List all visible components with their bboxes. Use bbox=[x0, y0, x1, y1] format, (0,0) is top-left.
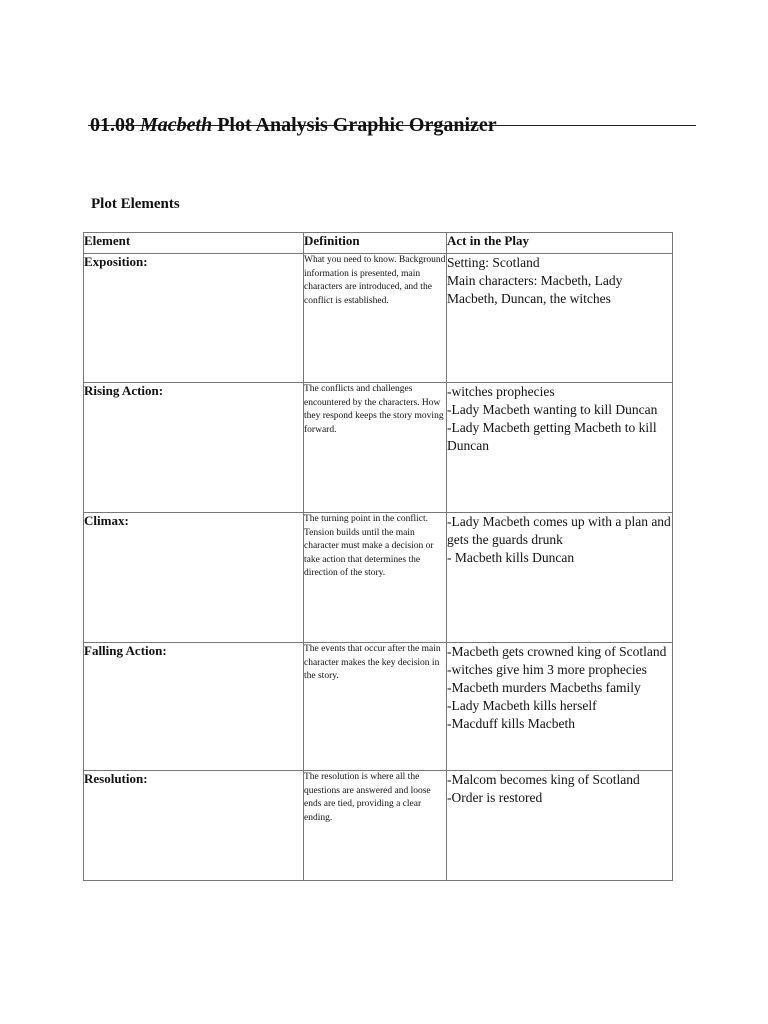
table-row bbox=[84, 383, 673, 513]
element-name: Climax: bbox=[84, 513, 304, 643]
definition-cell bbox=[304, 771, 447, 881]
act-line: -Lady Macbeth wanting to kill Duncan bbox=[447, 402, 658, 417]
act-cell bbox=[447, 513, 673, 643]
act-line: Main characters: Macbeth, Lady Macbeth, Duncan, the witches bbox=[447, 273, 623, 306]
title-suffix: Plot Analysis Graphic Organizer bbox=[212, 114, 497, 136]
act-line: -witches give him 3 more prophecies bbox=[447, 662, 647, 677]
act-line: -Macduff kills Macbeth bbox=[447, 716, 575, 731]
plot-elements-table bbox=[83, 232, 673, 881]
element-name: Rising Action: bbox=[84, 383, 304, 513]
element-name: Exposition: bbox=[84, 254, 304, 383]
title-prefix: 01.08 bbox=[90, 114, 140, 136]
header-definition: Definition bbox=[304, 233, 447, 254]
act-line: - Macbeth kills Duncan bbox=[447, 550, 575, 565]
title-text bbox=[90, 112, 497, 138]
document-title bbox=[88, 112, 696, 142]
act-line: -Malcom becomes king of Scotland bbox=[447, 772, 640, 787]
table-row bbox=[84, 513, 673, 643]
table-row bbox=[84, 771, 673, 881]
act-line: -Lady Macbeth comes up with a plan and gets the guards drunk bbox=[447, 514, 671, 547]
element-name: Resolution: bbox=[84, 771, 304, 881]
definition-text: The conflicts and challenges encountered by the characters. How they respond keeps the story moving forward. bbox=[304, 384, 444, 435]
act-line: -Macbeth gets crowned king of Scotland bbox=[447, 644, 667, 659]
section-heading: Plot Elements bbox=[91, 196, 180, 212]
table-row bbox=[84, 254, 673, 383]
definition-text: The events that occur after the main character makes the key decision in the story. bbox=[304, 644, 441, 682]
definition-cell bbox=[304, 254, 447, 383]
act-cell bbox=[447, 771, 673, 881]
header-act-in-the-play: Act in the Play bbox=[447, 233, 673, 254]
act-line: Setting: Scotland bbox=[447, 255, 540, 270]
act-cell bbox=[447, 643, 673, 771]
element-name: Falling Action: bbox=[84, 643, 304, 771]
act-line: -Lady Macbeth kills herself bbox=[447, 698, 597, 713]
table-row bbox=[84, 643, 673, 771]
table-header-row bbox=[84, 233, 673, 254]
definition-cell bbox=[304, 643, 447, 771]
header-element: Element bbox=[84, 233, 304, 254]
title-italic-play-name: Macbeth bbox=[140, 114, 213, 136]
act-line: -Macbeth murders Macbeths family bbox=[447, 680, 641, 695]
definition-cell bbox=[304, 383, 447, 513]
definition-text: The turning point in the conflict. Tension builds until the main character must make a decision or take action that determines the direction of the story. bbox=[304, 514, 434, 579]
definition-text: The resolution is where all the questions are answered and loose ends are tied, providing a clear ending. bbox=[304, 772, 431, 823]
act-line: -Lady Macbeth getting Macbeth to kill Duncan bbox=[447, 420, 657, 453]
definition-cell bbox=[304, 513, 447, 643]
act-line: -witches prophecies bbox=[447, 384, 555, 399]
definition-text: What you need to know. Background information is presented, main characters are introduced, and the conflict is established. bbox=[304, 255, 446, 306]
act-line: -Order is restored bbox=[447, 790, 543, 805]
act-cell bbox=[447, 254, 673, 383]
act-cell bbox=[447, 383, 673, 513]
